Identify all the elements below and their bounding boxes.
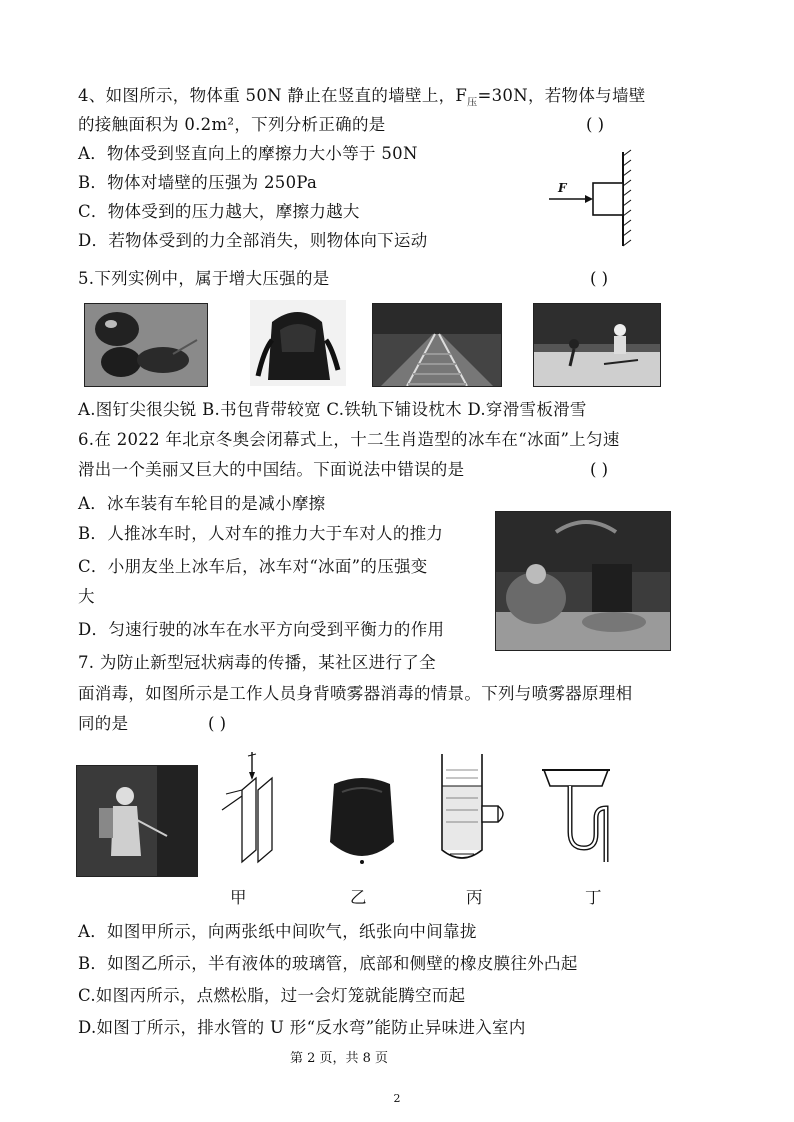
q4-answer-paren: ( ) bbox=[586, 115, 605, 134]
q7-caption-bing: 丙 bbox=[466, 888, 483, 907]
q5-photo-railway bbox=[372, 303, 502, 387]
q7-figure-jia-papers bbox=[212, 750, 292, 866]
q6-photo-ice-cart bbox=[495, 511, 671, 651]
q4-option-c: C．物体受到的压力越大，摩擦力越大 bbox=[78, 202, 360, 221]
q5-stem: 5.下列实例中，属于增大压强的是 bbox=[78, 269, 330, 288]
q5-answer-paren: ( ) bbox=[590, 269, 609, 288]
page-info-footer: 第 2 页，共 8 页 bbox=[289, 1051, 389, 1066]
q5-options: A.图钉尖很尖锐 B.书包背带较宽 C.铁轨下铺设枕木 D.穿滑雪板滑雪 bbox=[78, 400, 587, 419]
q7-figure-yi-lantern bbox=[324, 772, 400, 872]
q7-answer-paren: ( ) bbox=[208, 714, 227, 733]
q6-option-a: A．冰车装有车轮目的是减小摩擦 bbox=[78, 494, 326, 513]
q7-stem-line1: 7. 为防止新型冠状病毒的传播，某社区进行了全 bbox=[78, 653, 436, 672]
q7-stem-line3: 同的是 bbox=[78, 714, 129, 733]
q7-caption-ding: 丁 bbox=[585, 888, 602, 907]
q6-stem-line1: 6.在 2022 年北京冬奥会闭幕式上，十二生肖造型的冰车在“冰面”上匀速 bbox=[78, 430, 620, 449]
q4-option-a: A．物体受到竖直向上的摩擦力大小等于 50N bbox=[78, 144, 418, 163]
q5-photo-skiing bbox=[533, 303, 661, 387]
q7-figure-bing-glass-tube bbox=[432, 750, 512, 868]
q5-photo-thumbtacks bbox=[84, 303, 208, 387]
q4-stem-line1: 4、如图所示，物体重 50N 静止在竖直的墙壁上，$F_压=30N$，若物体与墙壁 bbox=[78, 86, 646, 109]
q4-force-label: F bbox=[558, 181, 567, 195]
q7-stem-line2: 面消毒，如图所示是工作人员身背喷雾器消毒的情景。下列与喷雾器原理相 bbox=[78, 684, 633, 703]
q6-option-c: C．小朋友坐上冰车后，冰车对“冰面”的压强变 bbox=[78, 557, 428, 576]
q7-photo-sprayer-worker bbox=[76, 765, 198, 877]
q6-option-c-continued: 大 bbox=[78, 587, 95, 606]
q4-wall-diagram bbox=[545, 150, 635, 250]
q4-option-d: D．若物体受到的力全部消失，则物体向下运动 bbox=[78, 231, 428, 250]
q5-photo-backpack bbox=[250, 300, 346, 386]
q7-option-a: A．如图甲所示，向两张纸中间吹气，纸张向中间靠拢 bbox=[78, 922, 477, 941]
page-number: 2 bbox=[393, 1092, 401, 1105]
q6-option-b: B．人推冰车时，人对车的推力大于车对人的推力 bbox=[78, 524, 444, 543]
q4-stem-line2: 的接触面积为 0.2m²，下列分析正确的是 bbox=[78, 115, 386, 134]
q7-option-d: D.如图丁所示，排水管的 U 形“反水弯”能防止异味进入室内 bbox=[78, 1018, 526, 1037]
q7-caption-jia: 甲 bbox=[230, 888, 247, 907]
q4-option-b: B．物体对墙壁的压强为 250Pa bbox=[78, 173, 318, 192]
q7-figure-ding-u-trap bbox=[540, 762, 620, 868]
q6-answer-paren: ( ) bbox=[590, 460, 609, 479]
q6-stem-line2: 滑出一个美丽又巨大的中国结。下面说法中错误的是 bbox=[78, 460, 465, 479]
q7-option-b: B．如图乙所示，半有液体的玻璃管，底部和侧壁的橡皮膜往外凸起 bbox=[78, 954, 578, 973]
q7-option-c: C.如图丙所示，点燃松脂，过一会灯笼就能腾空而起 bbox=[78, 986, 466, 1005]
q7-caption-yi: 乙 bbox=[350, 888, 367, 907]
q6-option-d: D．匀速行驶的冰车在水平方向受到平衡力的作用 bbox=[78, 620, 445, 639]
